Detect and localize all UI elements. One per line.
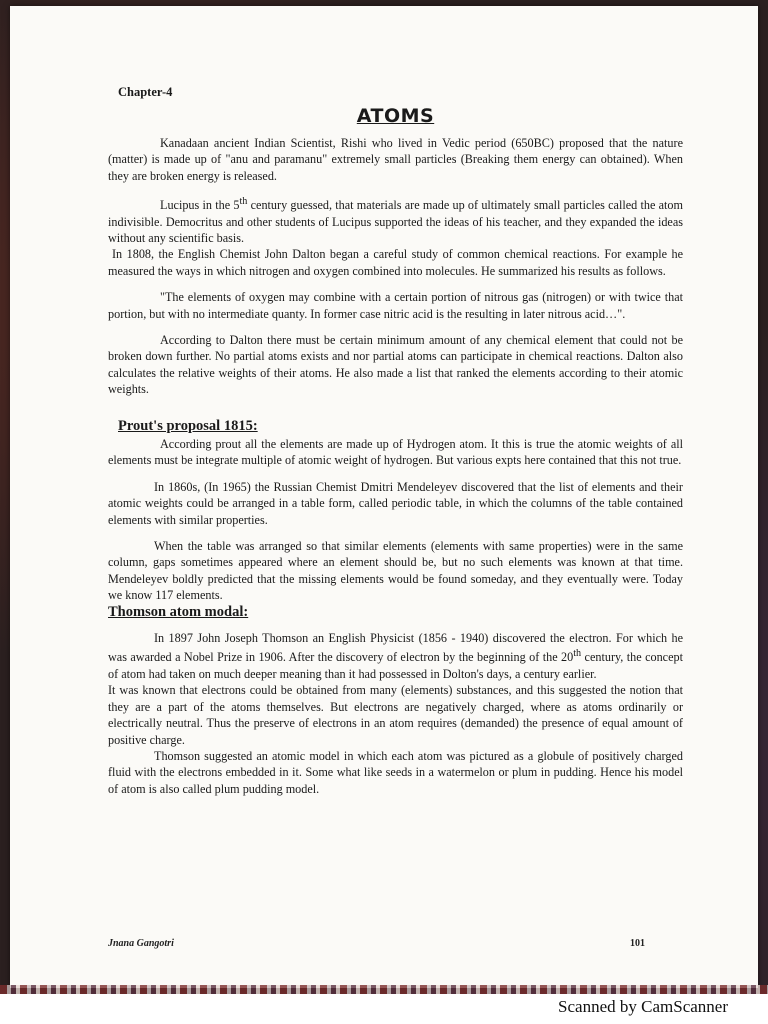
thomson-text-a: In 1897 John Joseph Thomson an English Physicist (1856 - 1940) discovered the electron. For which he was awarded a Nobel Prize in 1906. After the discovery of electron by the beginning of the 20 <box>108 631 683 665</box>
page-content <box>108 84 683 807</box>
heading-thomson: Thomson atom modal: <box>108 603 249 620</box>
lucipus-superscript: th <box>239 196 248 208</box>
paragraph-thomson <box>108 630 683 682</box>
scanner-watermark-bar <box>0 994 768 1024</box>
heading-prout: Prout's proposal 1815: <box>118 417 258 434</box>
thomson-text-b: century, the concept of atom had taken on much deeper meaning than it had possessed in Dolton's days, a century earlier. <box>108 650 683 681</box>
paragraph-lucipus <box>108 194 683 246</box>
lucipus-text-b: century guessed, that materials are made up of ultimately small particles called the atom indivisible. Democritus and other students of Lucipus supported the ideas of his teacher, and they expanded the ideas without any scientific basis. <box>108 198 683 245</box>
paragraph-plum-pudding: Thomson suggested an atomic model in which each atom was pictured as a globule of positively charged fluid with the electrons embedded in it. Some what like seeds in a watermelon or plum in pudding. Hence his model of atom is also called plum pudding model. <box>108 748 683 796</box>
lucipus-text-a: Lucipus in the 5 <box>160 198 240 213</box>
paragraph-prout: According prout all the elements are made up of Hydrogen atom. It this is true the atomic weights of all elements must be integrate multiple of atomic weight of hydrogen. But various expts here contained that this not true. <box>108 436 683 468</box>
page-title: ATOMS <box>356 105 435 128</box>
footer-publication: Jnana Gangotri <box>108 938 174 949</box>
paragraph-electrons: It was known that electrons could be obtained from many (elements) substances, and this suggested the notion that they are a part of the atoms themselves. But electrons are negatively charged, where as atoms ordinarily or electrically neutral. Thus the preserve of electrons in an atom requires (demanded) the presence of equal amount of positive charge. <box>108 683 683 747</box>
thomson-superscript: th <box>573 648 582 660</box>
paragraph-periodic-table: When the table was arranged so that similar elements (elements with same properties) were in the same column, gaps sometimes appeared where an element should be, but no such elements was known at that time. Mendeleyev boldly predicted that the missing elements would be found someday, and they eventually were. Today we know 117 elements. <box>108 539 683 603</box>
paragraph-according-dalton: According to Dalton there must be certain minimum amount of any chemical element that could not be broken down further. No partial atoms exists and nor partial atoms can participate in chemical reactions. Dalton also calculates the relative weights of their atoms. He also made a list that ranked the elements according to their atomic weights. <box>108 332 683 397</box>
paragraph-kanadaan: Kanadaan ancient Indian Scientist, Rishi who lived in Vedic period (650BC) proposed that the nature (matter) is made up of "anu and paramanu" extremely small particles (Breaking them energy can obtained). When they are broken energy is released. <box>108 135 683 183</box>
paragraph-quote: "The elements of oxygen may combine with a certain portion of nitrous gas (nitrogen) or with twice that portion, but with no intermediate quanty. In former case nitric acid is the resulting in later nitrous acid…". <box>108 290 683 321</box>
paragraph-dalton-1808: In 1808, the English Chemist John Dalton began a careful study of common chemical reactions. For example he measured the ways in which nitrogen and oxygen combined into molecules. He summarized his results as follows. <box>108 247 683 278</box>
page-number: 101 <box>630 938 645 949</box>
scanner-watermark: Scanned by CamScanner <box>558 997 728 1016</box>
chapter-label: Chapter-4 <box>118 85 173 99</box>
paragraph-mendeleyev: In 1860s, (In 1965) the Russian Chemist Dmitri Mendeleyev discovered that the list of elements and their atomic weights could be arranged in a table form, called periodic table, in which the columns of the table contained elements with similar properties. <box>108 479 683 527</box>
